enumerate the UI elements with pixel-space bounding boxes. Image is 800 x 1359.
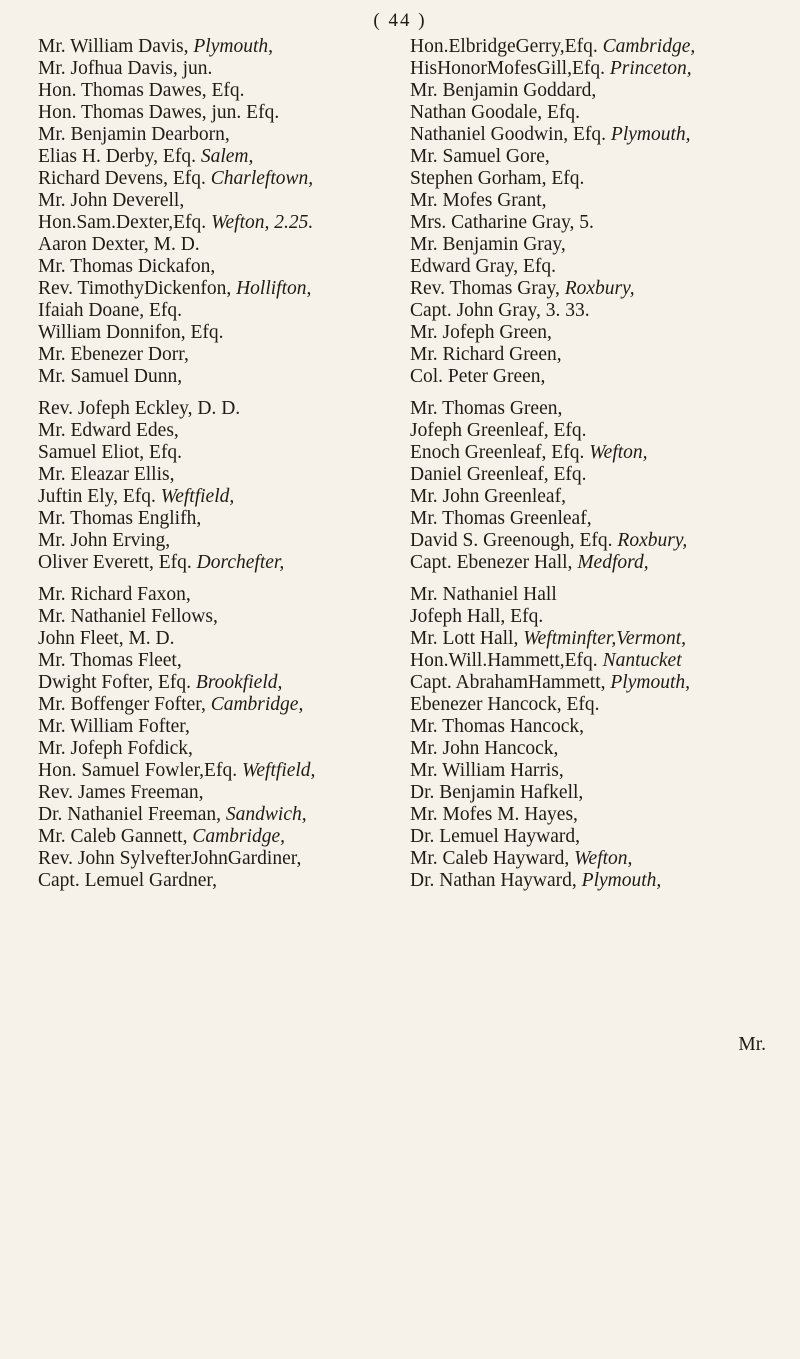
subscriber-place: Weftfield, <box>241 760 316 781</box>
subscriber-entry <box>410 420 778 442</box>
subscriber-name: Mr. Thomas Fleet, <box>38 650 182 671</box>
subscriber-entry <box>38 420 406 442</box>
subscriber-name: Mr. Mofes M. Hayes, <box>410 804 578 825</box>
subscriber-entry <box>410 190 778 212</box>
subscriber-name: Mr. Eleazar Ellis, <box>38 464 175 485</box>
subscriber-name: Mr. John Deverell, <box>38 190 185 211</box>
subscriber-entry <box>410 36 778 58</box>
subscriber-name: Juftin Ely, Efq. <box>38 486 156 507</box>
subscriber-entry <box>38 366 406 388</box>
subscriber-name: Richard Devens, Efq. <box>38 168 206 189</box>
subscriber-entry <box>410 716 778 738</box>
subscriber-name: Mr. Nathaniel Hall <box>410 584 557 605</box>
subscriber-place: Charleftown, <box>210 168 314 189</box>
subscriber-place: Cambridge, <box>602 36 696 57</box>
subscriber-entry <box>38 80 406 102</box>
subscriber-entry <box>38 804 406 826</box>
subscriber-name: Mr. Benjamin Goddard, <box>410 80 597 101</box>
subscriber-entry <box>38 650 406 672</box>
subscriber-entry <box>38 760 406 782</box>
subscriber-entry <box>38 36 406 58</box>
subscriber-name: Mr. Richard Green, <box>410 344 562 365</box>
subscriber-entry <box>410 124 778 146</box>
catchword: Mr. <box>738 1034 766 1055</box>
subscriber-name: Mr. Edward Edes, <box>38 420 179 441</box>
subscriber-place: Cambridge, <box>192 826 285 847</box>
subscriber-name: Mr. Lott Hall, <box>410 628 519 649</box>
subscriber-place: Brookfield, <box>195 672 283 693</box>
subscriber-entry <box>38 530 406 552</box>
subscriber-place: Princeton, <box>609 58 692 79</box>
subscriber-entry <box>410 760 778 782</box>
subscriber-entry <box>410 464 778 486</box>
subscriber-place: Plymouth, <box>610 124 691 145</box>
subscriber-name: Mr. John Erving, <box>38 530 171 551</box>
subscriber-name: Rev. Thomas Gray, <box>410 278 560 299</box>
subscriber-name: Hon.ElbridgeGerry,Efq. <box>410 36 598 57</box>
subscriber-place: Cambridge, <box>210 694 304 715</box>
subscriber-place: Roxbury, <box>564 278 635 299</box>
subscriber-place: Nantucket <box>602 650 682 671</box>
subscriber-name: Samuel Eliot, Efq. <box>38 442 183 463</box>
subscriber-entry <box>38 694 406 716</box>
subscriber-name: Mr. Thomas Greenleaf, <box>410 508 592 529</box>
subscriber-name: Mr. Mofes Grant, <box>410 190 547 211</box>
right-column <box>410 36 778 892</box>
subscriber-name: Stephen Gorham, Efq. <box>410 168 585 189</box>
left-column <box>38 36 406 892</box>
subscriber-name: Mr. Samuel Dunn, <box>38 366 183 387</box>
subscriber-entry <box>38 606 406 628</box>
subscriber-name: Mr. William Harris, <box>410 760 564 781</box>
subscriber-name: Enoch Greenleaf, Efq. <box>410 442 585 463</box>
subscriber-name: John Fleet, M. D. <box>38 628 175 649</box>
subscriber-name: Mr. William Fofter, <box>38 716 190 737</box>
subscriber-entry <box>410 530 778 552</box>
subscriber-entry <box>410 826 778 848</box>
subscriber-entry <box>410 102 778 124</box>
subscriber-name: Capt. John Gray, 3. 33. <box>410 300 590 321</box>
subscriber-name: Rev. John SylvefterJohnGardiner, <box>38 848 302 869</box>
subscriber-entry <box>410 628 778 650</box>
subscriber-name: Mr. Nathaniel Fellows, <box>38 606 218 627</box>
subscriber-entry <box>38 848 406 870</box>
subscriber-name: Dr. Lemuel Hayward, <box>410 826 581 847</box>
subscriber-entry <box>410 650 778 672</box>
subscriber-entry <box>38 508 406 530</box>
subscriber-entry <box>38 826 406 848</box>
subscriber-place: Sandwich, <box>225 804 307 825</box>
subscriber-entry <box>38 124 406 146</box>
subscriber-place: Hollifton, <box>236 278 312 299</box>
subscriber-name: Mr. Caleb Hayward, <box>410 848 570 869</box>
subscriber-entry <box>38 322 406 344</box>
subscriber-name: Oliver Everett, Efq. <box>38 552 192 573</box>
subscriber-entry <box>38 464 406 486</box>
subscriber-entry <box>410 146 778 168</box>
subscriber-entry <box>410 848 778 870</box>
subscriber-name: Jofeph Greenleaf, Efq. <box>410 420 587 441</box>
subscriber-name: Mr. Thomas Englifh, <box>38 508 202 529</box>
page-number: ( 44 ) <box>373 10 427 31</box>
subscriber-entry <box>38 190 406 212</box>
subscriber-name: Mr. Richard Faxon, <box>38 584 191 605</box>
subscriber-name: Rev. TimothyDickenfon, <box>38 278 232 299</box>
subscriber-entry <box>38 102 406 124</box>
subscriber-name: Edward Gray, Efq. <box>410 256 557 277</box>
subscriber-place: Wefton, <box>589 442 648 463</box>
subscriber-entry <box>38 716 406 738</box>
subscriber-entry <box>410 212 778 234</box>
subscriber-name: William Donnifon, Efq. <box>38 322 224 343</box>
subscriber-entry <box>38 552 406 574</box>
spacer <box>410 388 778 398</box>
subscriber-entry <box>410 606 778 628</box>
spacer <box>410 574 778 584</box>
subscriber-place: Weftfield, <box>160 486 235 507</box>
subscriber-entry <box>38 168 406 190</box>
subscriber-place: Weftminfter,Vermont, <box>523 628 687 649</box>
subscriber-entry <box>38 256 406 278</box>
subscriber-place: Wefton, 2.25. <box>211 212 314 233</box>
subscriber-place: Dorchefter, <box>196 552 285 573</box>
subscriber-name: Mr. Jofeph Fofdick, <box>38 738 193 759</box>
subscriber-name: Capt. Lemuel Gardner, <box>38 870 217 891</box>
subscriber-place: Wefton, <box>574 848 633 869</box>
subscriber-entry <box>38 344 406 366</box>
subscriber-name: David S. Greenough, Efq. <box>410 530 613 551</box>
subscriber-name: Mr. Thomas Green, <box>410 398 563 419</box>
subscriber-entry <box>38 234 406 256</box>
subscriber-entry <box>38 58 406 80</box>
subscriber-name: Mr. Jofhua Davis, jun. <box>38 58 213 79</box>
subscriber-name: Hon. Thomas Dawes, Efq. <box>38 80 245 101</box>
subscriber-name: Nathan Goodale, Efq. <box>410 102 581 123</box>
subscriber-entry <box>38 870 406 892</box>
subscriber-entry <box>38 212 406 234</box>
subscriber-name: Mr. Boffenger Fofter, <box>38 694 206 715</box>
subscriber-name: Mr. William Davis, <box>38 36 189 57</box>
subscriber-name: Ebenezer Hancock, Efq. <box>410 694 600 715</box>
subscriber-name: Dr. Nathaniel Freeman, <box>38 804 222 825</box>
subscriber-name: Hon.Will.Hammett,Efq. <box>410 650 598 671</box>
subscriber-place: Salem, <box>200 146 254 167</box>
subscriber-name: Mr. Benjamin Gray, <box>410 234 566 255</box>
subscriber-place: Medford, <box>577 552 649 573</box>
subscriber-name: HisHonorMofesGill,Efq. <box>410 58 605 79</box>
subscriber-name: Rev. James Freeman, <box>38 782 204 803</box>
subscriber-name: Nathaniel Goodwin, Efq. <box>410 124 607 145</box>
subscriber-entry <box>410 694 778 716</box>
subscriber-list <box>38 36 778 892</box>
subscriber-entry <box>410 278 778 300</box>
subscriber-name: Aaron Dexter, M. D. <box>38 234 200 255</box>
subscriber-entry <box>410 442 778 464</box>
subscriber-entry <box>410 552 778 574</box>
subscriber-name: Ifaiah Doane, Efq. <box>38 300 183 321</box>
subscriber-name: Dwight Fofter, Efq. <box>38 672 192 693</box>
subscriber-place: Plymouth, <box>581 870 662 891</box>
subscriber-entry <box>410 322 778 344</box>
subscriber-entry <box>410 234 778 256</box>
subscriber-entry <box>38 584 406 606</box>
subscriber-entry <box>410 486 778 508</box>
subscriber-entry <box>410 782 778 804</box>
subscriber-entry <box>38 398 406 420</box>
subscriber-place: Plymouth, <box>193 36 273 57</box>
subscriber-place: Plymouth, <box>610 672 690 693</box>
subscriber-entry <box>38 278 406 300</box>
subscriber-name: Jofeph Hall, Efq. <box>410 606 544 627</box>
subscriber-entry <box>38 442 406 464</box>
subscriber-entry <box>410 398 778 420</box>
subscriber-name: Capt. Ebenezer Hall, <box>410 552 573 573</box>
subscriber-name: Mr. Samuel Gore, <box>410 146 550 167</box>
subscriber-name: Mr. Ebenezer Dorr, <box>38 344 189 365</box>
subscriber-name: Col. Peter Green, <box>410 366 546 387</box>
subscriber-name: Hon. Thomas Dawes, jun. Efq. <box>38 102 280 123</box>
subscriber-entry <box>410 168 778 190</box>
subscriber-entry <box>38 146 406 168</box>
subscriber-entry <box>410 58 778 80</box>
subscriber-entry <box>410 584 778 606</box>
subscriber-entry <box>410 508 778 530</box>
subscriber-name: Rev. Jofeph Eckley, D. D. <box>38 398 241 419</box>
subscriber-name: Daniel Greenleaf, Efq. <box>410 464 587 485</box>
subscriber-entry <box>410 870 778 892</box>
subscriber-entry <box>410 804 778 826</box>
subscriber-name: Mr. Thomas Dickafon, <box>38 256 216 277</box>
subscriber-name: Elias H. Derby, Efq. <box>38 146 196 167</box>
subscriber-name: Dr. Nathan Hayward, <box>410 870 577 891</box>
subscriber-entry <box>38 672 406 694</box>
subscriber-entry <box>410 738 778 760</box>
subscriber-name: Mr. Thomas Hancock, <box>410 716 585 737</box>
subscriber-name: Hon. Samuel Fowler,Efq. <box>38 760 238 781</box>
subscriber-name: Mr. John Greenleaf, <box>410 486 566 507</box>
subscriber-entry <box>410 344 778 366</box>
subscriber-entry <box>38 486 406 508</box>
subscriber-entry <box>38 782 406 804</box>
subscriber-place: Roxbury, <box>617 530 688 551</box>
subscriber-name: Mrs. Catharine Gray, 5. <box>410 212 594 233</box>
subscriber-entry <box>410 80 778 102</box>
subscriber-entry <box>38 738 406 760</box>
subscriber-entry <box>38 300 406 322</box>
subscriber-entry <box>38 628 406 650</box>
spacer <box>38 388 406 398</box>
subscriber-entry <box>410 672 778 694</box>
subscriber-entry <box>410 366 778 388</box>
subscriber-name: Mr. Jofeph Green, <box>410 322 552 343</box>
spacer <box>38 574 406 584</box>
subscriber-name: Capt. AbrahamHammett, <box>410 672 606 693</box>
subscriber-name: Mr. Benjamin Dearborn, <box>38 124 230 145</box>
subscriber-name: Hon.Sam.Dexter,Efq. <box>38 212 207 233</box>
subscriber-name: Mr. John Hancock, <box>410 738 559 759</box>
subscriber-name: Dr. Benjamin Hafkell, <box>410 782 584 803</box>
subscriber-name: Mr. Caleb Gannett, <box>38 826 188 847</box>
subscriber-entry <box>410 256 778 278</box>
subscriber-entry <box>410 300 778 322</box>
